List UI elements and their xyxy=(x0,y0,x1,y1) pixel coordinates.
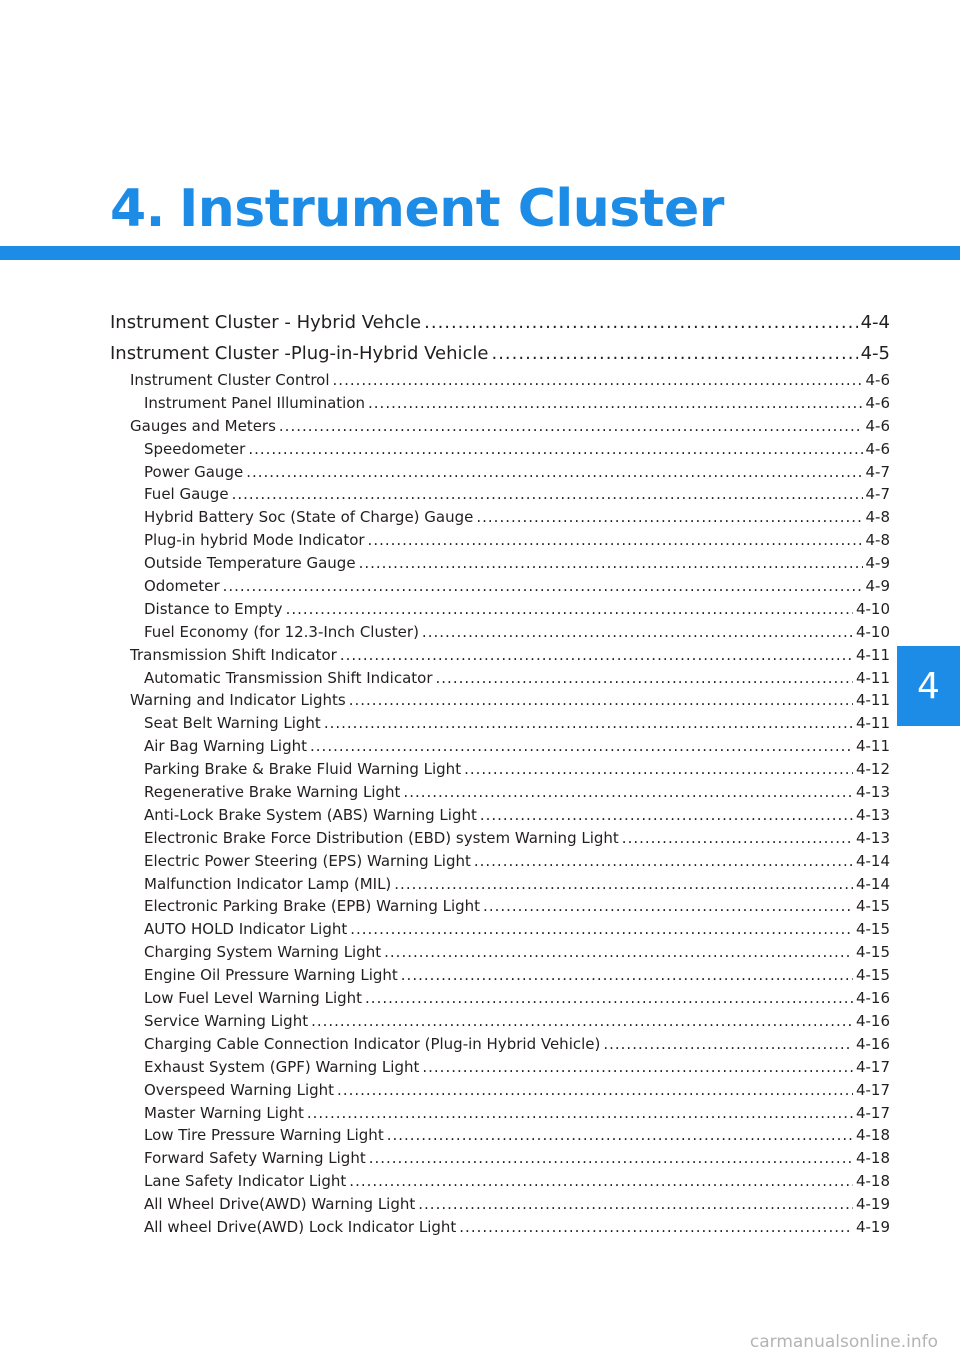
toc-entry[interactable] xyxy=(110,712,890,735)
toc-entry[interactable] xyxy=(110,758,890,781)
toc-entry[interactable] xyxy=(110,506,890,529)
chapter-number: 4. xyxy=(110,179,165,239)
dot-leader xyxy=(622,827,853,850)
toc-entry-page: 4-6 xyxy=(865,439,890,458)
toc-entry-page: 4-6 xyxy=(865,371,890,389)
toc-entry[interactable] xyxy=(110,438,890,461)
toc-entry-label: Lane Safety Indicator Light xyxy=(144,1172,347,1191)
toc-entry[interactable] xyxy=(110,941,890,964)
chapter-title xyxy=(110,170,724,248)
toc-entry-page: 4-7 xyxy=(865,462,890,481)
toc-entry-page: 4-6 xyxy=(865,416,890,435)
toc-entry[interactable] xyxy=(110,850,890,873)
toc-entry[interactable] xyxy=(110,1147,890,1170)
toc-entry-label: Instrument Cluster - Hybrid Vehcle xyxy=(110,312,422,333)
toc-entry[interactable] xyxy=(110,415,890,438)
dot-leader xyxy=(384,941,853,964)
toc-entry-page: 4-18 xyxy=(855,1149,890,1168)
toc-entry-label: Parking Brake & Brake Fluid Warning Light xyxy=(144,760,462,779)
dot-leader xyxy=(333,369,863,392)
toc-entry[interactable] xyxy=(110,1056,890,1079)
toc-entry-page: 4-13 xyxy=(855,783,890,802)
dot-leader xyxy=(418,1193,853,1216)
toc-entry-page: 4-17 xyxy=(855,1057,890,1076)
toc-entry-page: 4-15 xyxy=(855,966,890,985)
toc-entry-page: 4-15 xyxy=(855,943,890,962)
dot-leader xyxy=(365,987,853,1010)
toc-entry[interactable] xyxy=(110,689,890,712)
toc-entry[interactable] xyxy=(110,1079,890,1102)
toc-entry-label: Outside Temperature Gauge xyxy=(144,554,356,573)
toc-entry-label: Instrument Cluster -Plug-in-Hybrid Vehicle xyxy=(110,343,489,364)
toc-entry-label: Odometer xyxy=(144,577,220,596)
toc-entry-label: All wheel Drive(AWD) Lock Indicator Light xyxy=(144,1217,457,1236)
dot-leader xyxy=(310,735,853,758)
toc-entry-label: Electric Power Steering (EPS) Warning Light xyxy=(144,851,471,870)
toc-entry[interactable] xyxy=(110,1102,890,1125)
dot-leader xyxy=(368,392,862,415)
dot-leader xyxy=(324,712,853,735)
toc-entry-label: Warning and Indicator Lights xyxy=(130,691,346,710)
toc-entry[interactable] xyxy=(110,369,890,392)
toc-entry-label: Air Bag Warning Light xyxy=(144,737,308,756)
dot-leader xyxy=(349,689,853,712)
chapter-side-tab xyxy=(897,646,960,726)
dot-leader xyxy=(359,552,863,575)
toc-entry-page: 4-8 xyxy=(865,508,890,527)
toc-entry-label: Distance to Empty xyxy=(144,599,283,618)
dot-leader xyxy=(464,758,853,781)
dot-leader xyxy=(387,1124,853,1147)
toc-entry-label: Regenerative Brake Warning Light xyxy=(144,783,401,802)
dot-leader xyxy=(286,598,853,621)
dot-leader xyxy=(394,873,853,896)
toc-entry-label: Fuel Gauge xyxy=(144,485,229,504)
toc-entry-label: Seat Belt Warning Light xyxy=(144,714,321,733)
dot-leader xyxy=(422,1056,853,1079)
toc-entry[interactable] xyxy=(110,644,890,667)
toc-entry-page: 4-13 xyxy=(855,828,890,847)
toc-entry-label: Charging Cable Connection Indicator (Plug-in Hybrid Vehicle) xyxy=(144,1034,601,1053)
toc-entry-page: 4-18 xyxy=(855,1172,890,1191)
dot-leader xyxy=(307,1102,853,1125)
toc-entry-page: 4-16 xyxy=(855,989,890,1008)
toc-entry-label: Transmission Shift Indicator xyxy=(130,645,337,664)
toc-entry[interactable] xyxy=(110,575,890,598)
dot-leader xyxy=(491,338,857,369)
dot-leader xyxy=(337,1079,853,1102)
toc-entry-page: 4-13 xyxy=(855,805,890,824)
toc-entry-page: 4-14 xyxy=(855,874,890,893)
toc-entry-page: 4-11 xyxy=(855,691,890,710)
toc-entry-page: 4-17 xyxy=(855,1080,890,1099)
toc-entry-label: Forward Safety Warning Light xyxy=(144,1149,366,1168)
toc-entry-page: 4-11 xyxy=(855,714,890,733)
dot-leader xyxy=(474,850,853,873)
watermark: carmanualsonline.info xyxy=(749,1332,938,1352)
toc-entry-label: Power Gauge xyxy=(144,462,244,481)
dot-leader xyxy=(459,1216,853,1239)
toc-entry-page: 4-6 xyxy=(865,393,890,412)
dot-leader xyxy=(350,918,853,941)
toc-entry[interactable] xyxy=(110,667,890,690)
toc-entry-label: Malfunction Indicator Lamp (MIL) xyxy=(144,874,392,893)
toc-entry-label: Master Warning Light xyxy=(144,1103,304,1122)
dot-leader xyxy=(480,804,853,827)
toc-entry-label: Gauges and Meters xyxy=(130,416,276,435)
dot-leader xyxy=(436,667,853,690)
toc-entry[interactable] xyxy=(110,1010,890,1033)
toc-entry-label: Charging System Warning Light xyxy=(144,943,382,962)
toc-entry[interactable] xyxy=(110,918,890,941)
toc-entry[interactable] xyxy=(110,1170,890,1193)
toc-entry-label: Instrument Cluster Control xyxy=(130,371,330,389)
toc-entry-page: 4-4 xyxy=(860,312,890,333)
toc-entry-page: 4-19 xyxy=(855,1217,890,1236)
toc-entry-page: 4-9 xyxy=(865,554,890,573)
dot-leader xyxy=(403,781,853,804)
toc-entry[interactable] xyxy=(110,483,890,506)
dot-leader xyxy=(279,415,863,438)
toc-entry-label: Engine Oil Pressure Warning Light xyxy=(144,966,398,985)
dot-leader xyxy=(603,1033,853,1056)
toc-entry[interactable] xyxy=(110,827,890,850)
toc-entry-page: 4-5 xyxy=(860,343,890,364)
toc-entry[interactable] xyxy=(110,735,890,758)
toc-entry-label: Speedometer xyxy=(144,439,246,458)
toc-entry-page: 4-11 xyxy=(855,645,890,664)
toc-entry-page: 4-15 xyxy=(855,897,890,916)
toc-entry-page: 4-11 xyxy=(855,737,890,756)
toc-entry[interactable] xyxy=(110,1193,890,1216)
dot-leader xyxy=(369,1147,853,1170)
toc-entry-label: Fuel Economy (for 12.3-Inch Cluster) xyxy=(144,622,419,641)
toc-entry-label: Instrument Panel Illumination xyxy=(144,393,366,412)
toc-entry-label: Overspeed Warning Light xyxy=(144,1080,335,1099)
dot-leader xyxy=(368,529,863,552)
chapter-tab-label: 4 xyxy=(917,665,940,707)
toc-entry-label: Electronic Parking Brake (EPB) Warning Light xyxy=(144,897,481,916)
toc-entry-page: 4-15 xyxy=(855,920,890,939)
toc-entry-label: Low Fuel Level Warning Light xyxy=(144,989,363,1008)
toc-entry-label: Service Warning Light xyxy=(144,1011,309,1030)
toc-entry-page: 4-8 xyxy=(865,531,890,550)
toc-entry[interactable] xyxy=(110,461,890,484)
dot-leader xyxy=(424,307,857,338)
toc-entry-label: Exhaust System (GPF) Warning Light xyxy=(144,1057,420,1076)
toc-entry-label: AUTO HOLD Indicator Light xyxy=(144,920,348,939)
toc-entry[interactable] xyxy=(110,895,890,918)
toc-entry[interactable] xyxy=(110,529,890,552)
toc-entry-page: 4-9 xyxy=(865,577,890,596)
toc-entry-label: Hybrid Battery Soc (State of Charge) Gauge xyxy=(144,508,474,527)
toc-entry[interactable] xyxy=(110,552,890,575)
toc-entry-page: 4-10 xyxy=(855,599,890,618)
toc-entry-label: Low Tire Pressure Warning Light xyxy=(144,1126,384,1145)
toc-entry-page: 4-19 xyxy=(855,1195,890,1214)
toc-entry[interactable] xyxy=(110,392,890,415)
toc-entry[interactable] xyxy=(110,804,890,827)
toc-entry-page: 4-17 xyxy=(855,1103,890,1122)
toc-entry-page: 4-14 xyxy=(855,851,890,870)
toc-entry[interactable] xyxy=(110,964,890,987)
toc-entry-page: 4-7 xyxy=(865,485,890,504)
toc-entry-label: All Wheel Drive(AWD) Warning Light xyxy=(144,1195,416,1214)
toc-entry-page: 4-16 xyxy=(855,1011,890,1030)
dot-leader xyxy=(422,621,853,644)
dot-leader xyxy=(483,895,853,918)
dot-leader xyxy=(248,438,862,461)
dot-leader xyxy=(476,506,862,529)
toc-entry-page: 4-12 xyxy=(855,760,890,779)
toc-entry[interactable] xyxy=(110,781,890,804)
toc-entry-page: 4-16 xyxy=(855,1034,890,1053)
toc-entry-label: Automatic Transmission Shift Indicator xyxy=(144,668,433,687)
toc-entry[interactable] xyxy=(110,987,890,1010)
toc-entry[interactable] xyxy=(110,598,890,621)
table-of-contents xyxy=(110,307,890,1239)
toc-entry-label: Plug-in hybrid Mode Indicator xyxy=(144,531,365,550)
title-underline-bar xyxy=(0,246,960,260)
toc-entry-label: Electronic Brake Force Distribution (EBD) system Warning Light xyxy=(144,828,619,847)
dot-leader xyxy=(232,483,863,506)
toc-entry[interactable] xyxy=(110,1033,890,1056)
toc-entry-page: 4-10 xyxy=(855,622,890,641)
dot-leader xyxy=(340,644,853,667)
toc-entry[interactable] xyxy=(110,1216,890,1239)
dot-leader xyxy=(246,461,862,484)
toc-entry[interactable] xyxy=(110,873,890,896)
dot-leader xyxy=(401,964,853,987)
toc-entry[interactable] xyxy=(110,1124,890,1147)
dot-leader xyxy=(223,575,863,598)
toc-entry[interactable] xyxy=(110,338,890,369)
toc-entry[interactable] xyxy=(110,307,890,338)
toc-entry-label: Anti-Lock Brake System (ABS) Warning Light xyxy=(144,805,477,824)
toc-entry[interactable] xyxy=(110,621,890,644)
toc-entry-page: 4-18 xyxy=(855,1126,890,1145)
dot-leader xyxy=(349,1170,853,1193)
chapter-title-text: Instrument Cluster xyxy=(178,179,724,239)
dot-leader xyxy=(311,1010,853,1033)
toc-entry-page: 4-11 xyxy=(855,668,890,687)
